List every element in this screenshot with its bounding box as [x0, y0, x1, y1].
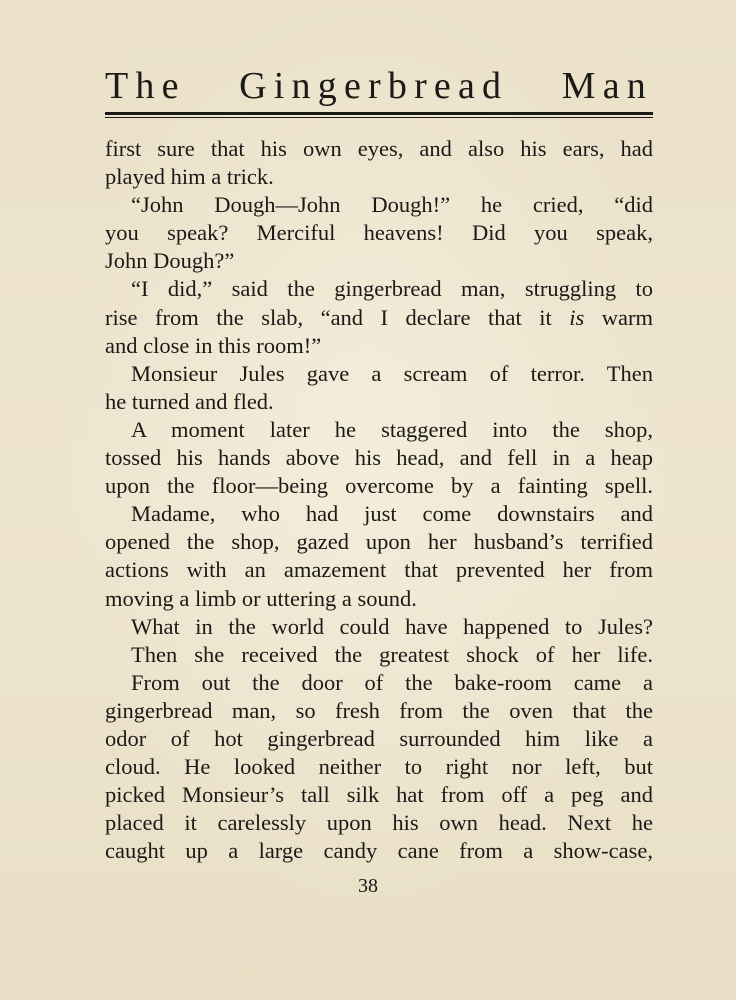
- page-number: 38: [358, 875, 378, 897]
- text-line: Madame, who had just come downstairs and: [131, 501, 653, 527]
- text-line: From out the door of the bake-room came a: [131, 669, 653, 695]
- emphasis: is: [569, 304, 585, 330]
- text-line: placed it carelessly upon his own head. Next he: [105, 810, 653, 836]
- text-line: picked Monsieur’s tall silk hat from off a peg and: [105, 782, 653, 808]
- text-line: caught up a large candy cane from a show-case,: [105, 838, 653, 864]
- text-line: you speak? Merciful heavens! Did you speak,: [105, 220, 653, 246]
- text-line: odor of hot gingerbread surrounded him like a: [105, 725, 653, 751]
- text-line: and close in this room!”: [105, 332, 322, 358]
- running-title: The Gingerbread Man: [105, 65, 653, 107]
- text-line: he turned and fled.: [105, 388, 274, 414]
- header-rule-thick: [105, 112, 653, 115]
- body-text: [105, 135, 653, 865]
- text-line: tossed his hands above his head, and fell in a heap: [105, 445, 653, 471]
- header-rule-thin: [105, 117, 653, 118]
- text-line: “I did,” said the gingerbread man, struggling to: [131, 276, 653, 302]
- text-line: moving a limb or uttering a sound.: [105, 585, 417, 611]
- text-line: rise from the slab, “and I declare that it is warm: [105, 304, 653, 330]
- text-line: John Dough?”: [105, 248, 235, 274]
- text-line: opened the shop, gazed upon her husband’s terrified: [105, 529, 653, 555]
- text-line: actions with an amazement that prevented her from: [105, 557, 653, 583]
- text-line: A moment later he staggered into the shop,: [131, 416, 653, 442]
- text-line: gingerbread man, so fresh from the oven that the: [105, 697, 653, 723]
- text-line: cloud. He looked neither to right nor left, but: [105, 754, 653, 780]
- text-line: first sure that his own eyes, and also his ears, had: [105, 136, 653, 161]
- text-line: upon the floor—being overcome by a fainting spell.: [105, 473, 653, 499]
- text-line: Monsieur Jules gave a scream of terror. Then: [131, 360, 653, 386]
- text-line: “John Dough—John Dough!” he cried, “did: [131, 192, 653, 218]
- text-line: What in the world could have happened to Jules?: [131, 613, 653, 639]
- text-line: Then she received the greatest shock of her life.: [131, 641, 653, 667]
- text-line: played him a trick.: [105, 164, 274, 190]
- running-header: [105, 64, 653, 108]
